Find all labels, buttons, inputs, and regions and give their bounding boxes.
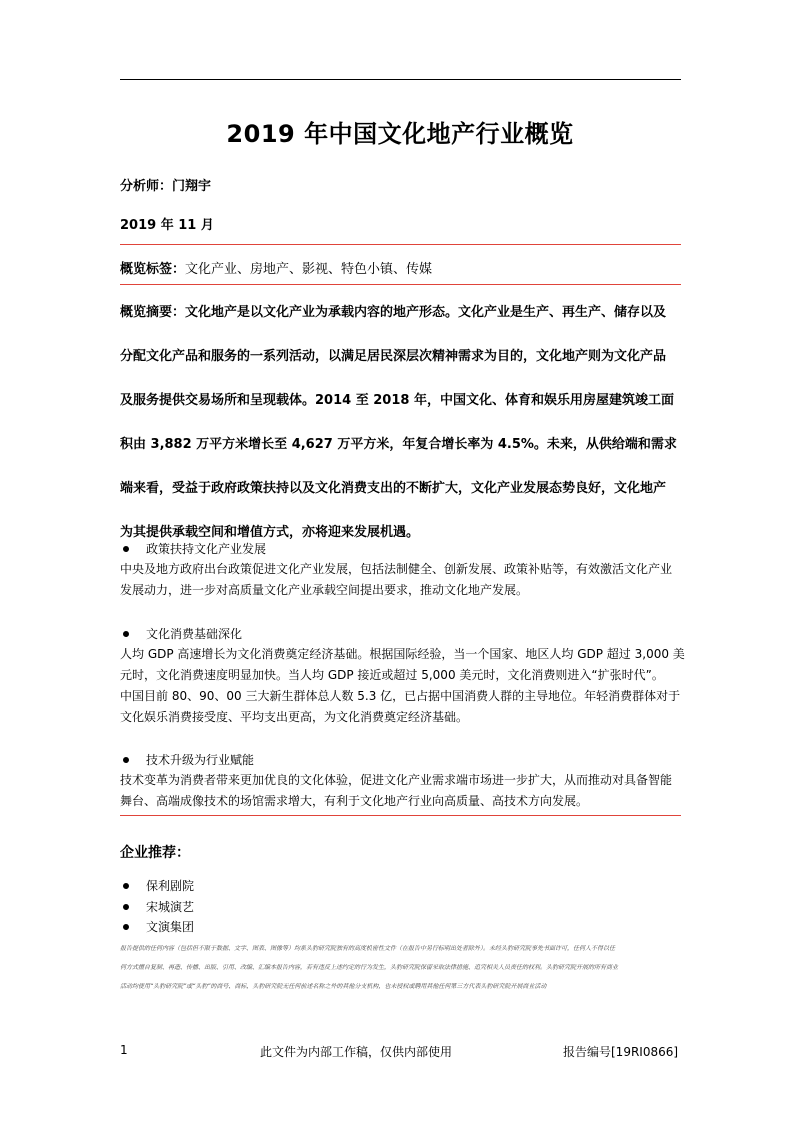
recommend-item: 文演集团 [123, 918, 194, 935]
summary-line: 为其提供承载空间和增值方式，亦将迎来发展机遇。 [120, 525, 420, 540]
bullet-body-consumption [120, 644, 685, 728]
divider-2 [120, 284, 681, 285]
bullet-heading-policy: 政策扶持文化产业发展 [123, 540, 266, 557]
bullet-icon [123, 904, 129, 910]
body-line: 舞台、高端成像技术的场馆需求增大，有利于文化地产行业向高质量、高技术方向发展。 [120, 794, 589, 808]
tags-label: 概览标签： [120, 262, 186, 277]
summary-line: 及服务提供交易场所和呈现载体。2014 至 2018 年，中国文化、体育和娱乐用房屋建筑竣工面 [120, 393, 674, 408]
bullet-icon [123, 883, 129, 889]
divider-3 [120, 815, 681, 816]
body-line: 中国目前 80、90、00 三大新生群体总人数 5.3 亿，已占据中国消费人群的主导地位。年轻消费群体对于 [120, 689, 681, 703]
report-number: 报告编号[19RI0866] [563, 1045, 679, 1059]
summary-line: 端来看，受益于政府政策扶持以及文化消费支出的不断扩大，文化产业发展态势良好，文化地产 [120, 481, 667, 496]
bullet-icon [123, 546, 129, 552]
body-line: 中央及地方政府出台政策促进文化产业发展，包括法制健全、创新发展、政策补贴等，有效激活文化产业 [120, 562, 673, 576]
overview-tags [120, 258, 432, 277]
bullet-icon [123, 924, 129, 930]
analyst: 分析师：门翔宇 [120, 179, 212, 194]
recommend-item: 保利剧院 [123, 877, 194, 894]
body-line: 文化娱乐消费接受度、平均支出更高，为文化消费奠定经济基础。 [120, 710, 469, 724]
divider-1 [120, 244, 681, 245]
header-rule [120, 79, 681, 80]
bullet-body-technology [120, 770, 685, 812]
summary-line: 积由 3,882 万平方米增长至 4,627 万平方米，年复合增长率为 4.5%。未来，从供给端和需求 [120, 437, 677, 452]
disclaimer-line: 报告提供的任何内容（包括但不限于数据、文字、图表、图像等）均系头豹研究院独有的高度机密性文件（在报告中另行标明出处者除外）。未经头豹研究院事先书面许可，任何人不得以任 [120, 945, 616, 952]
summary-line: 概览摘要：文化地产是以文化产业为承载内容的地产形态。文化产业是生产、再生产、储存以及 [120, 305, 667, 320]
bullet-heading-technology: 技术升级为行业赋能 [123, 751, 254, 768]
tags-value: 文化产业、房地产、影视、特色小镇、传媒 [185, 262, 433, 277]
recommend-title: 企业推荐： [120, 845, 190, 861]
report-title: 2019 年中国文化地产行业概览 [226, 120, 574, 148]
report-date: 2019 年 11 月 [120, 218, 214, 233]
body-line: 元时，文化消费速度明显加快。当人均 GDP 接近或超过 5,000 美元时，文化消费则进入“扩张时代”。 [120, 668, 664, 682]
page-number: 1 [120, 1043, 128, 1057]
bullet-icon [123, 631, 129, 637]
disclaimer [120, 939, 685, 996]
recommend-item: 宋城演艺 [123, 898, 194, 915]
summary-line: 分配文化产品和服务的一系列活动，以满足居民深层次精神需求为目的，文化地产则为文化产品 [120, 349, 667, 364]
disclaimer-line: 活动均使用“头豹研究院”或“头豹”的商号、商标，头豹研究院无任何前述名称之外的其他分支机构，也未授权或聘用其他任何第三方代表头豹研究院开展商业活动 [120, 983, 547, 990]
body-line: 人均 GDP 高速增长为文化消费奠定经济基础。根据国际经验，当一个国家、地区人均 GDP 超过 3,000 美 [120, 647, 685, 661]
disclaimer-line: 何方式擅自复制、再造、传播、出版、引用、改编、汇编本报告内容，若有违反上述约定的行为发生，头豹研究院保留采取法律措施、追究相关人员责任的权利。头豹研究院开展的所有商业 [120, 964, 619, 971]
overview-summary [120, 291, 685, 555]
internal-notice: 此文件为内部工作稿，仅供内部使用 [260, 1045, 453, 1059]
bullet-heading-consumption: 文化消费基础深化 [123, 625, 242, 642]
body-line: 技术变革为消费者带来更加优良的文化体验，促进文化产业需求端市场进一步扩大，从而推动对具备智能 [120, 773, 673, 787]
bullet-body-policy [120, 559, 685, 601]
body-line: 发展动力，进一步对高质量文化产业承载空间提出要求，推动文化地产发展。 [120, 583, 529, 597]
bullet-icon [123, 757, 129, 763]
